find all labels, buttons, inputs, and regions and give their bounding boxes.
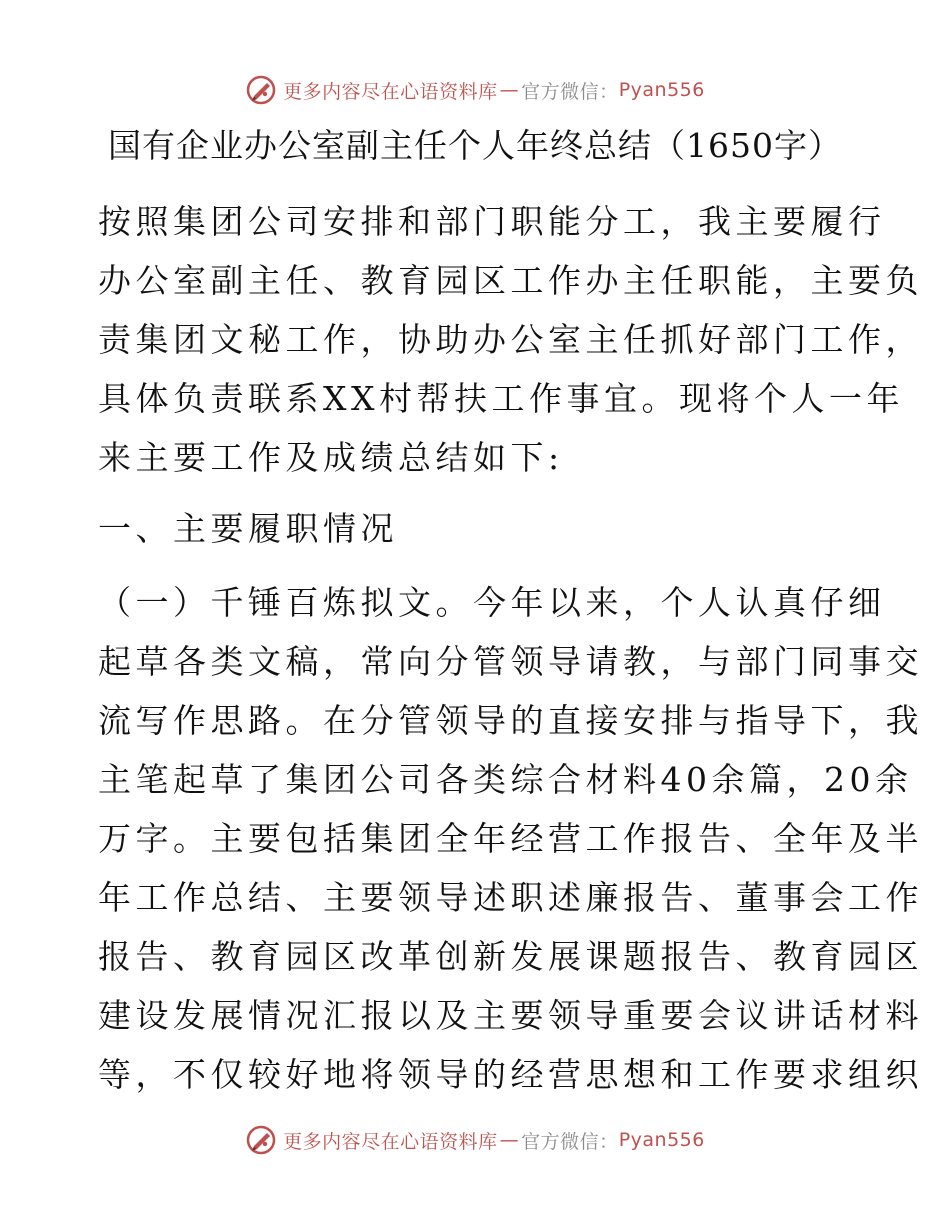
section-heading-text: 一、主要履职情况 (98, 509, 398, 548)
paragraph-line: 万字。主要包括集团全年经营工作报告、全年及半 (98, 819, 923, 858)
paragraph-line: 主笔起草了集团公司各类综合材料40余篇，20余 (98, 760, 913, 799)
brand-logo-icon (245, 74, 277, 106)
footer-watermark (0, 1124, 950, 1156)
watermark-official-label: 官方微信： (521, 80, 619, 103)
watermark-brand-text: 更多内容尽在心语资料库 (283, 80, 498, 103)
paragraph-line: （一）千锤百炼拟文。今年以来，个人认真仔细 (98, 583, 886, 622)
watermark-dash: — (499, 1129, 520, 1151)
paragraph-line: 来主要工作及成绩总结如下: (98, 438, 564, 477)
paragraph-line: 等，不仅较好地将领导的经营思想和工作要求组织 (98, 1055, 923, 1094)
paragraph-line: 建设发展情况汇报以及主要领导重要会议讲话材料 (98, 996, 923, 1035)
watermark-dash: — (499, 79, 520, 101)
watermark-wechat-id: Pyan556 (618, 1129, 705, 1151)
paragraph-line: 责集团文秘工作，协助办公室主任抓好部门工作， (98, 320, 923, 359)
section-heading (98, 499, 858, 558)
paragraph-line: 具体负责联系XX村帮扶工作事宜。现将个人一年 (98, 379, 904, 418)
header-watermark (0, 74, 950, 106)
section-body-paragraph (98, 573, 923, 1104)
brand-logo-icon (245, 1124, 277, 1156)
paragraph-line: 起草各类文稿，常向分管领导请教，与部门同事交 (98, 642, 923, 681)
paragraph-line: 按照集团公司安排和部门职能分工，我主要履行 (98, 202, 886, 241)
paragraph-line: 办公室副主任、教育园区工作办主任职能，主要负 (98, 261, 923, 300)
paragraph-line: 流写作思路。在分管领导的直接安排与指导下，我 (98, 701, 923, 740)
paragraph-line: 报告、教育园区改革创新发展课题报告、教育园区 (98, 937, 923, 976)
watermark-official-label: 官方微信： (521, 1130, 619, 1153)
document-title: 国有企业办公室副主任个人年终总结（1650字） (108, 126, 842, 165)
paragraph-line: 年工作总结、主要领导述职述廉报告、董事会工作 (98, 878, 923, 917)
watermark-brand-text: 更多内容尽在心语资料库 (283, 1130, 498, 1153)
intro-paragraph (98, 192, 923, 487)
watermark-wechat-id: Pyan556 (618, 79, 705, 101)
